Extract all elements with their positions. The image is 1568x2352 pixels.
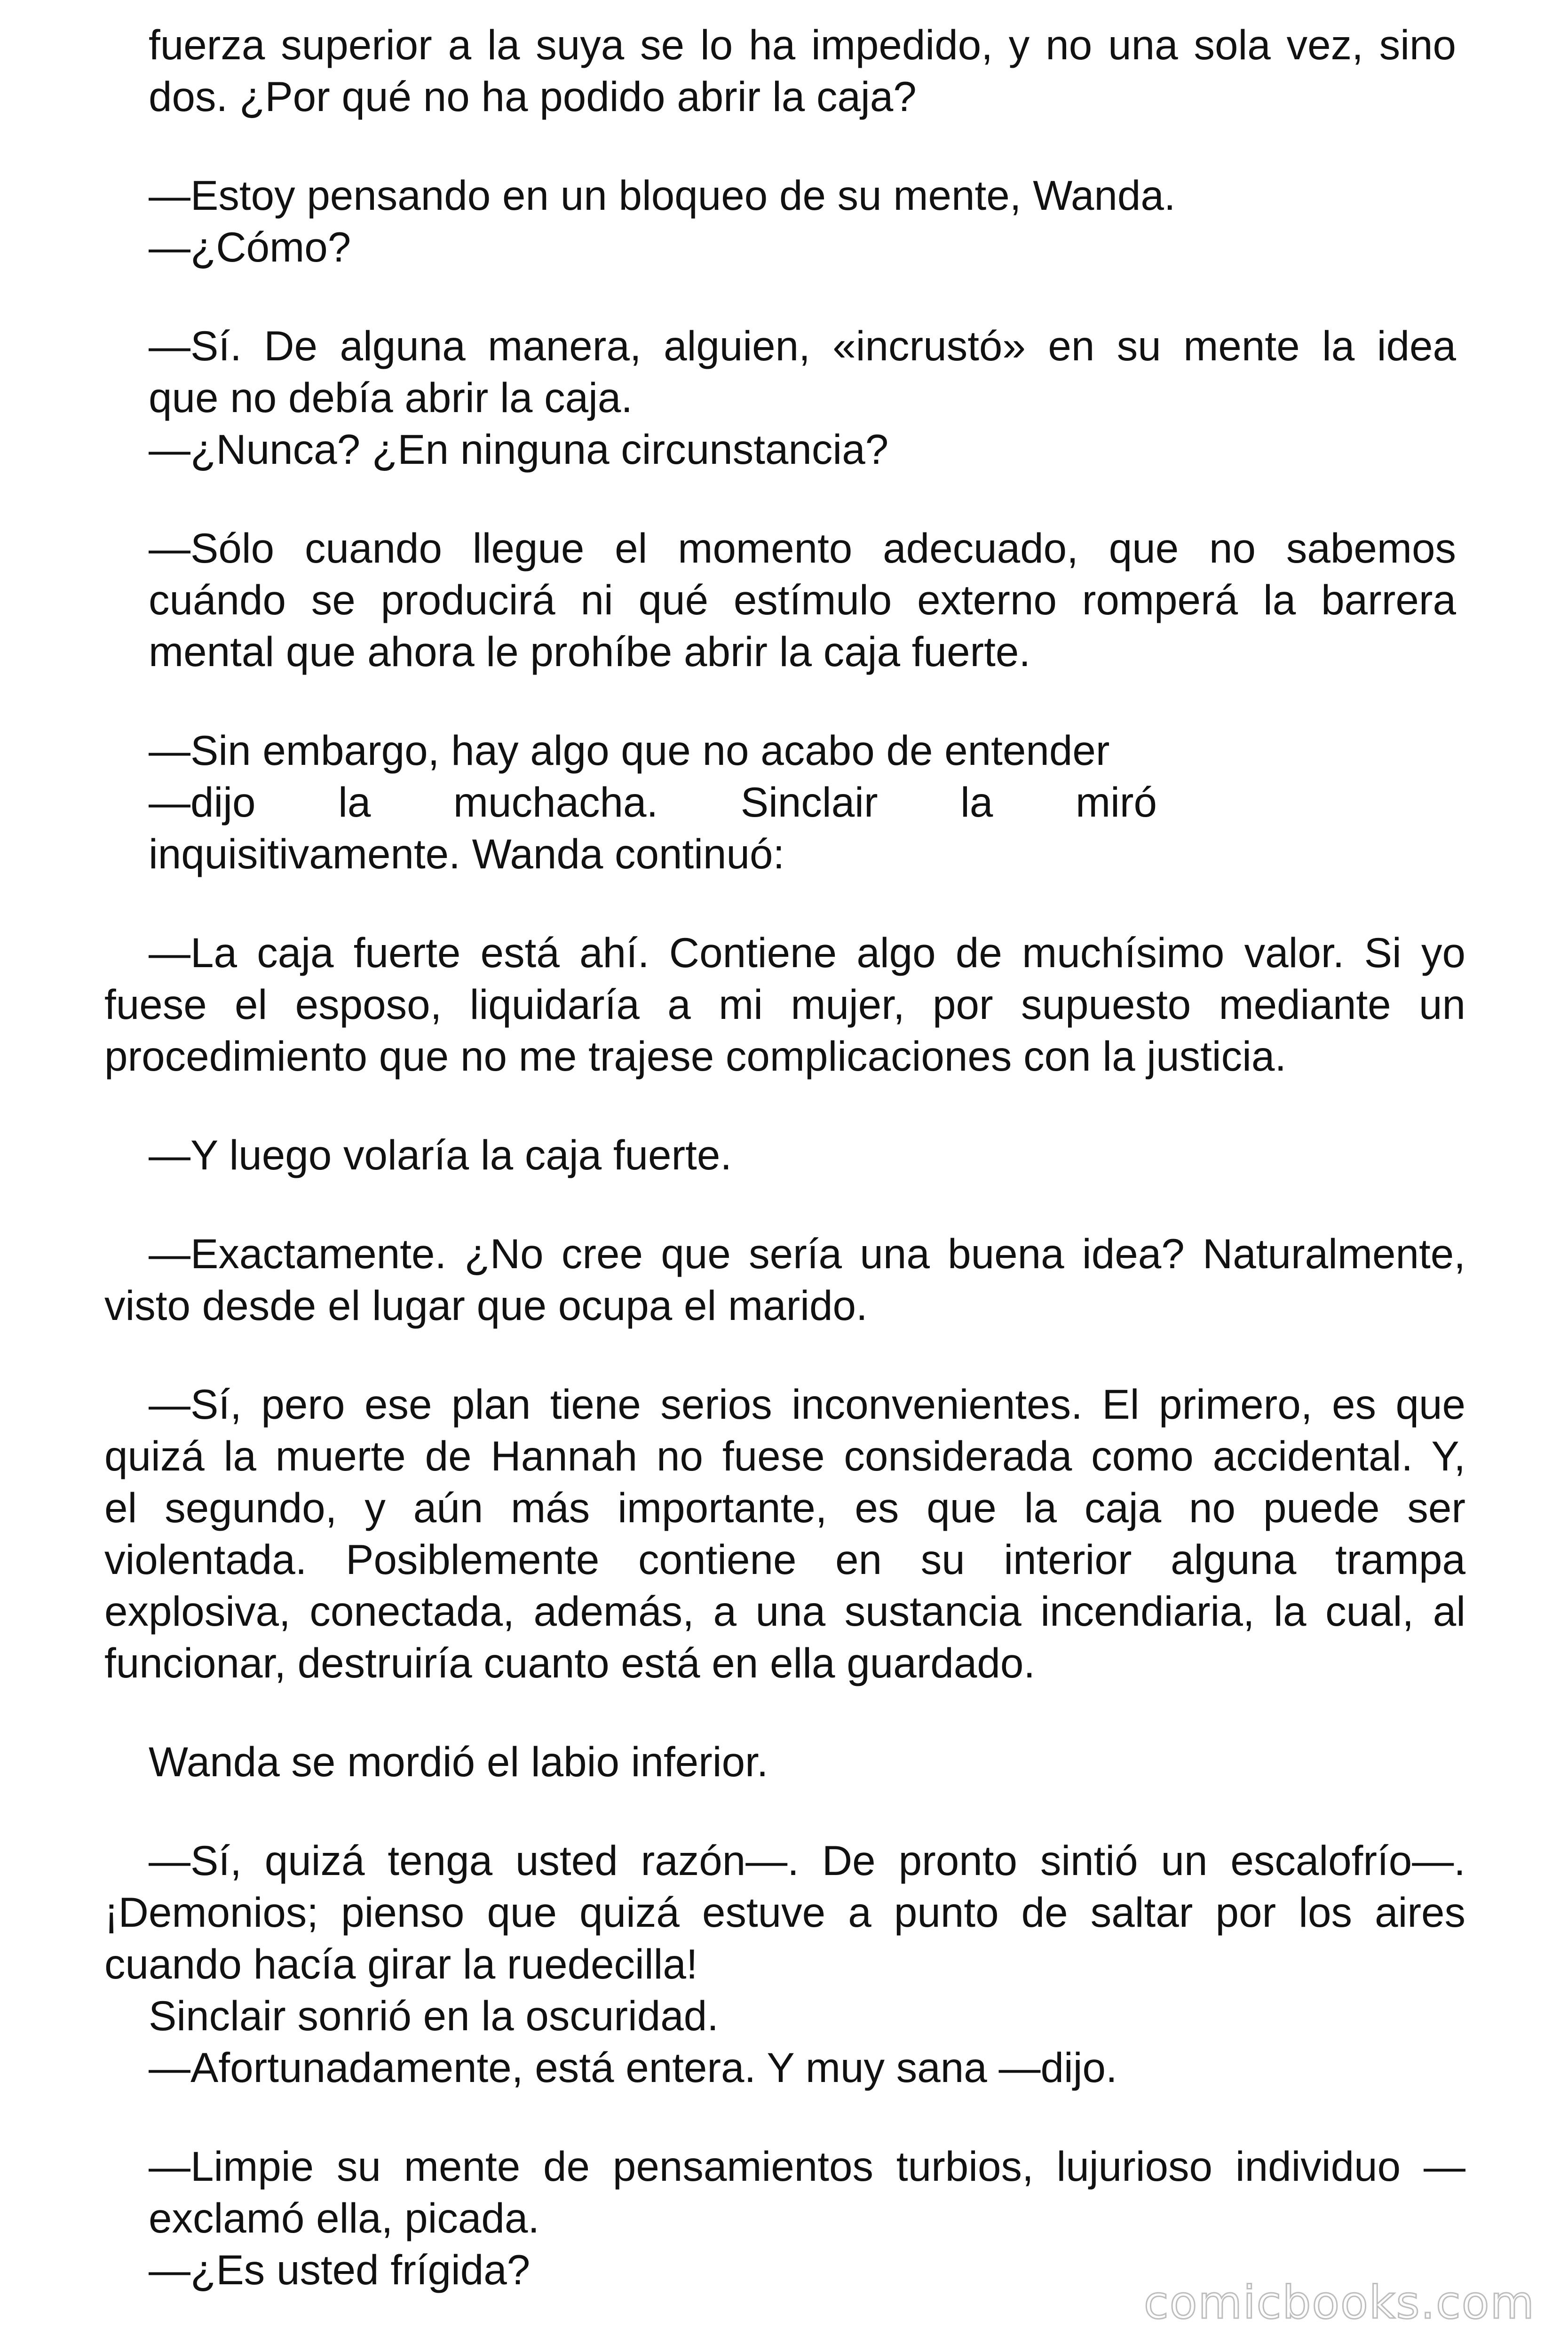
text-line: que no debía abrir la caja. <box>149 374 633 421</box>
text-line: mental que ahora le prohíbe abrir la caja fuerte. <box>149 628 1031 675</box>
text-line: —Exactamente. ¿No cree que sería una buena idea? Naturalmente, <box>149 1230 1465 1277</box>
text-line: el segundo, y aún más importante, es que la caja no puede ser <box>104 1484 1465 1531</box>
text-line: funcionar, destruiría cuanto está en ella guardado. <box>104 1639 1036 1686</box>
text-line: procedimiento que no me trajese complicaciones con la justicia. <box>104 1033 1287 1080</box>
text-line: exclamó ella, picada. <box>149 2194 540 2241</box>
text-line: —Sí, pero ese plan tiene serios inconvenientes. El primero, es que <box>149 1381 1465 1428</box>
text-line: inquisitivamente. Wanda continuó: <box>149 830 785 877</box>
text-line: Sinclair sonrió en la oscuridad. <box>149 1992 719 2039</box>
text-line: —Sí, quizá tenga usted razón—. De pronto sintió un escalofrío—. <box>149 1837 1465 1884</box>
watermark-text: comicbooks.com <box>1143 2276 1535 2329</box>
text-line: Wanda se mordió el labio inferior. <box>149 1738 768 1785</box>
text-line: cuando hacía girar la ruedecilla! <box>104 1940 698 1987</box>
text-line: —Estoy pensando en un bloqueo de su mente, Wanda. <box>149 172 1176 219</box>
text-line: quizá la muerte de Hannah no fuese considerada como accidental. Y, <box>104 1432 1465 1479</box>
text-line: fuese el esposo, liquidaría a mi mujer, por supuesto mediante un <box>104 981 1465 1028</box>
text-line: —Limpie su mente de pensamientos turbios, lujurioso individuo — <box>149 2143 1465 2190</box>
text-line: —Y luego volaría la caja fuerte. <box>149 1131 732 1178</box>
text-line: —Afortunadamente, está entera. Y muy sana —dijo. <box>149 2044 1117 2091</box>
text-line: —¿Nunca? ¿En ninguna circunstancia? <box>149 426 889 473</box>
text-line: violentada. Posiblemente contiene en su interior alguna trampa <box>104 1536 1465 1583</box>
text-line: —Sin embargo, hay algo que no acabo de entender <box>149 727 1110 774</box>
text-line: fuerza superior a la suya se lo ha impedido, y no una sola vez, sino <box>149 21 1456 68</box>
text-line: —¿Cómo? <box>149 223 351 270</box>
text-line: —¿Es usted frígida? <box>149 2246 531 2293</box>
text-line: cuándo se producirá ni qué estímulo externo romperá la barrera <box>149 576 1456 623</box>
text-line: dos. ¿Por qué no ha podido abrir la caja? <box>149 73 917 120</box>
text-line: —dijo la muchacha. Sinclair la miró <box>149 779 1157 826</box>
text-line: —La caja fuerte está ahí. Contiene algo de muchísimo valor. Si yo <box>149 929 1465 976</box>
text-line: visto desde el lugar que ocupa el marido. <box>104 1282 868 1329</box>
text-line: —Sólo cuando llegue el momento adecuado, que no sabemos <box>149 524 1456 572</box>
text-line: explosiva, conectada, además, a una sustancia incendiaria, la cual, al <box>104 1588 1465 1635</box>
text-line: ¡Demonios; pienso que quizá estuve a punto de saltar por los aires <box>104 1889 1465 1936</box>
text-line: —Sí. De alguna manera, alguien, «incrustó» en su mente la idea <box>149 322 1456 369</box>
